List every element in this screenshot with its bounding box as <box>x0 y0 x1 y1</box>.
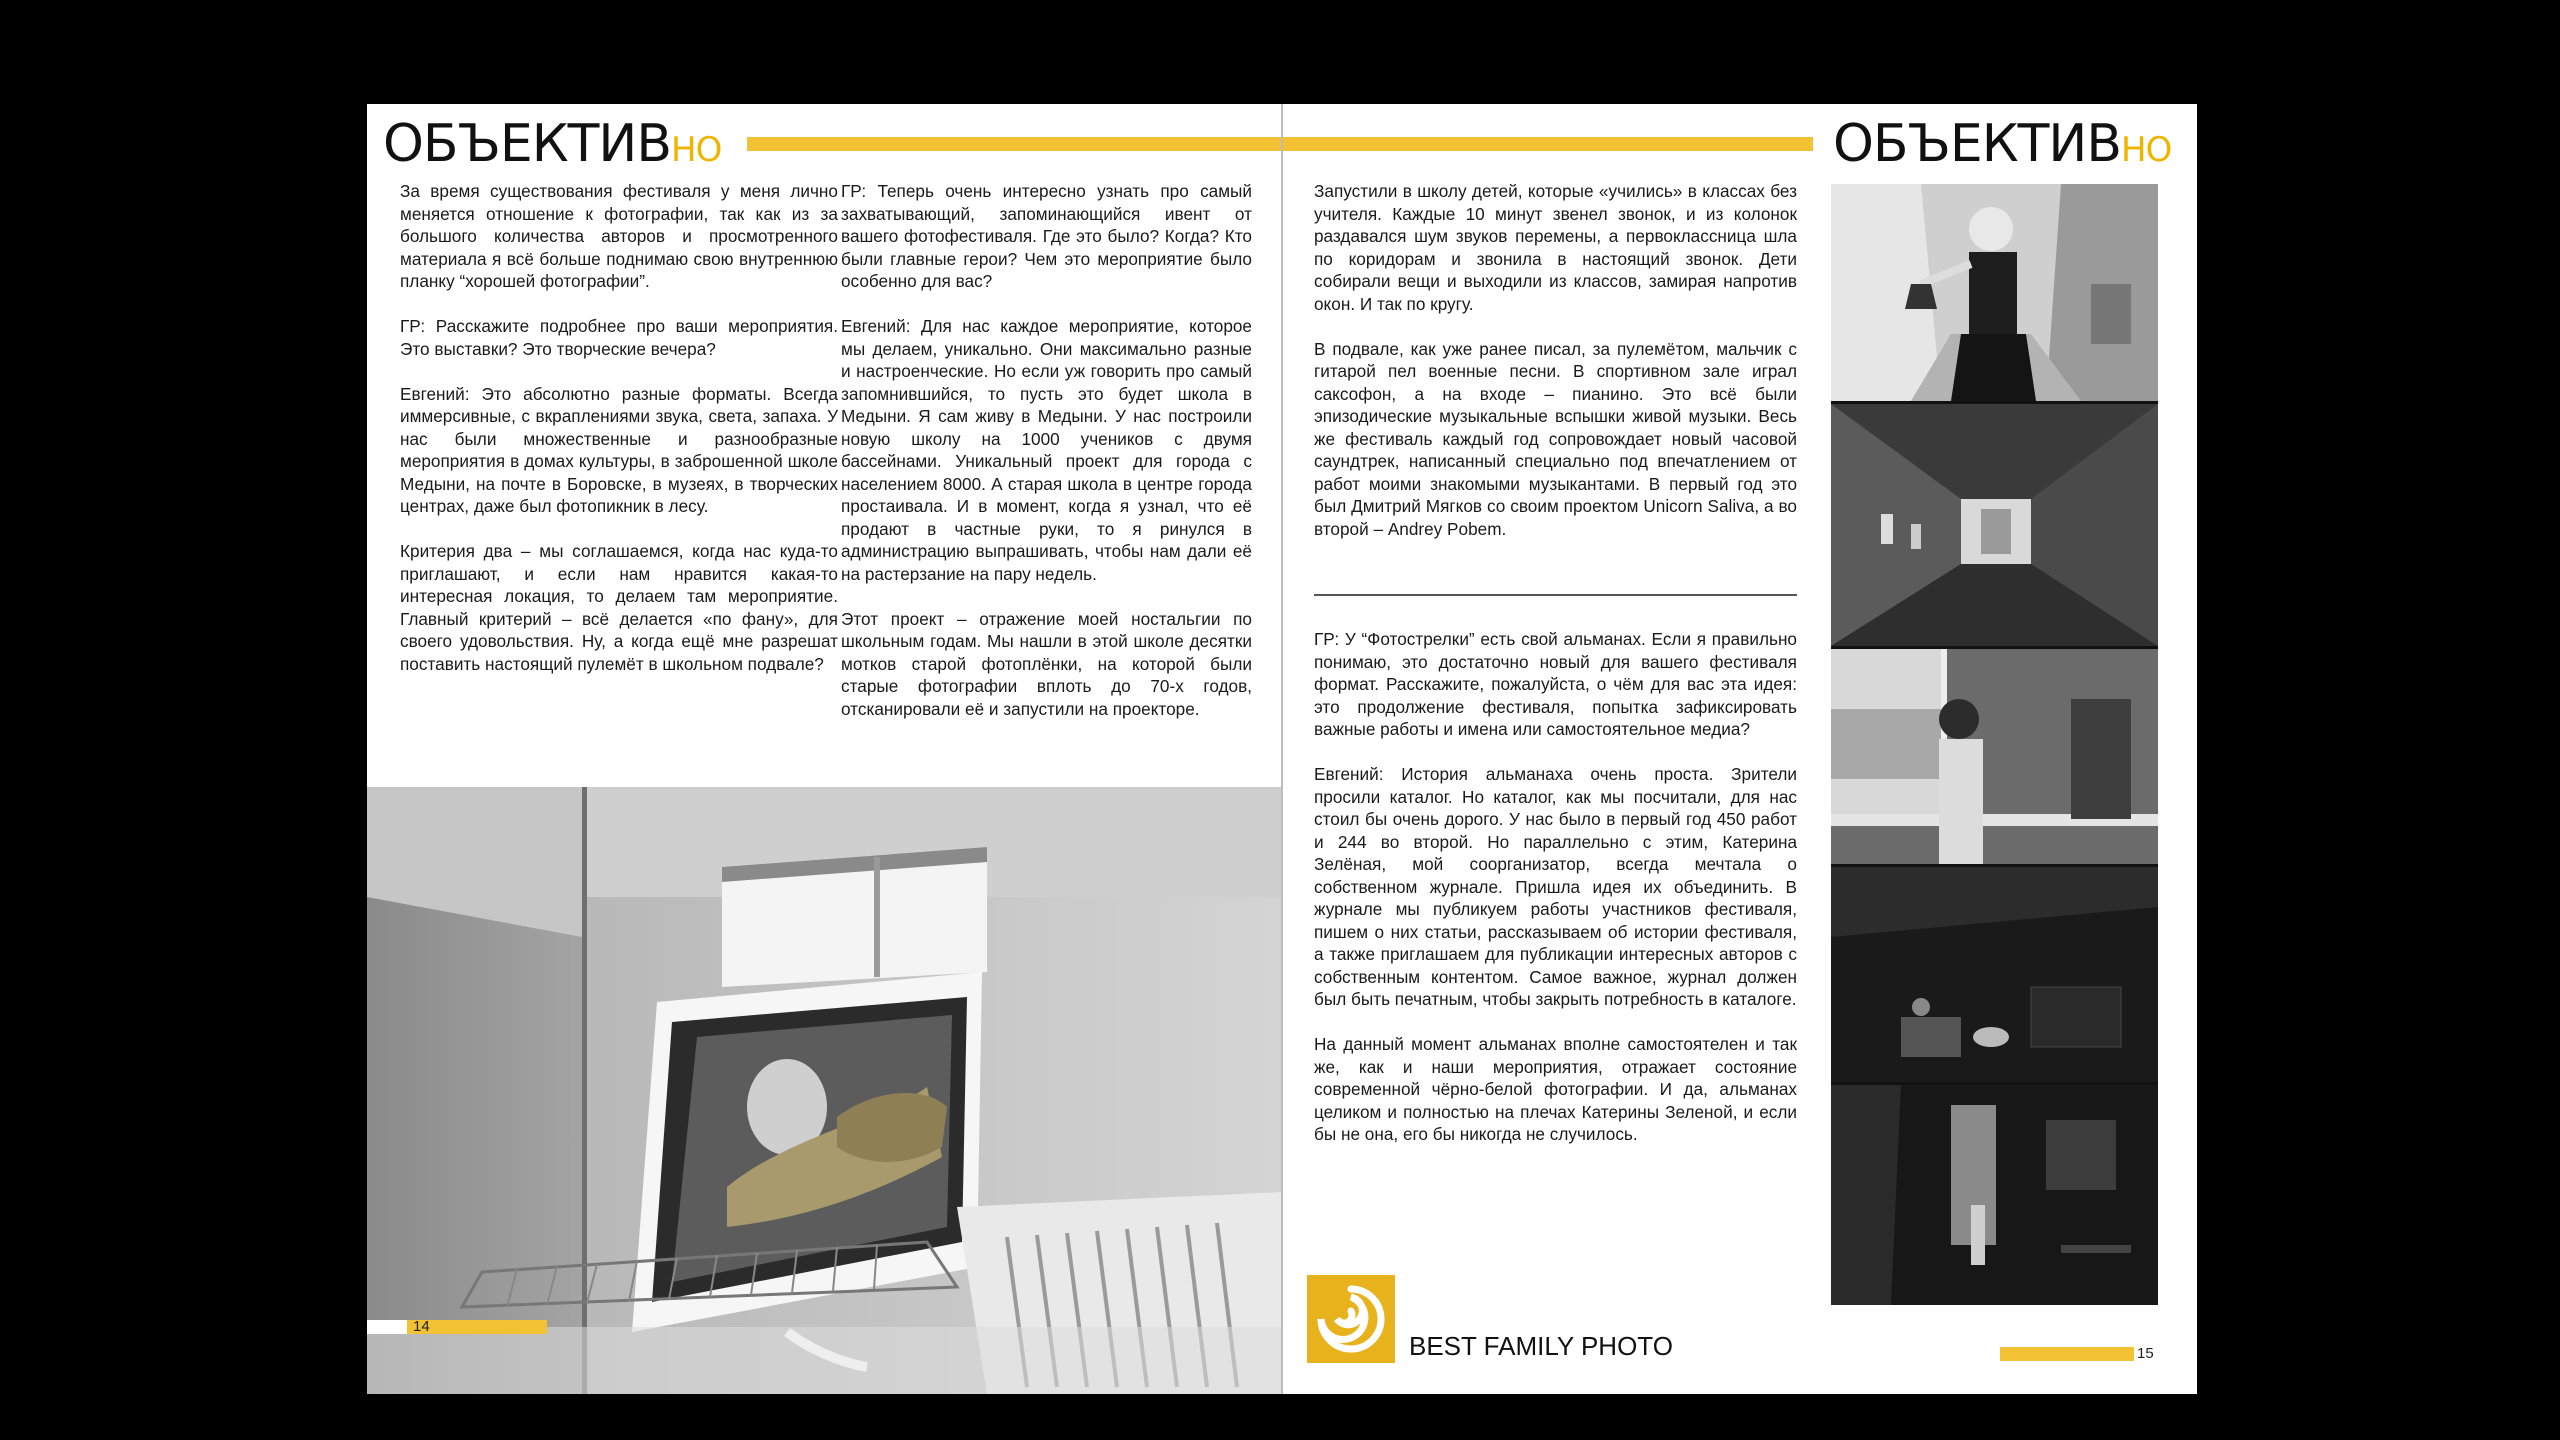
paragraph-text: Критерия два – мы соглашаемся, когда нас куда-то приглашают, и если нам нравится какая-то интересная локация, то делаем там мероприятие. Главный критерий – всё делается «по фану», для своего удовольствия. Ну, а когда ещё мне разрешат поставить настоящий пулемёт в школьном подвале? <box>400 541 838 674</box>
photo-girl-with-bell <box>1831 184 2158 401</box>
page-number-left: 14 <box>413 1318 430 1335</box>
exhibition-photo-illustration <box>367 787 1281 1394</box>
paragraph <box>1314 628 1797 741</box>
page-number-right: 15 <box>2137 1345 2154 1362</box>
paragraph-text: Теперь очень интересно узнать про самый захватывающий, запоминающийся ивент от вашего фотофестиваля. Где это было? Когда? Кто были главные герои? Чем это мероприятие было особенно для вас? <box>841 181 1252 291</box>
paragraph-text: За время существования фестиваля у меня лично меняется отношение к фотографии, так как из за большого количества авторов и просмотренного материала я всё больше поднимаю свою внутреннюю планку “хорошей фотографии”. <box>400 181 838 291</box>
speaker-label: ГР: <box>400 316 426 336</box>
article-column-1 <box>400 180 838 698</box>
speaker-label: ГР: <box>841 181 867 201</box>
speaker-label: Евгений: <box>400 383 470 404</box>
section-divider <box>1314 594 1797 596</box>
photo-guitarist <box>1831 867 2158 1082</box>
paragraph-text: Это абсолютно разные форматы. Всегда иммерсивные, с вкраплениями звука, света, запаха. У нас были множественные и разнообразные мероприятия в домах культуры, в заброшенной школе Медыни, на почте в Боровске, в музеях, в творческих центрах, даже был фотопикник в лесу. <box>400 383 838 516</box>
paragraph-text: Для нас каждое мероприятие, которое мы делаем, уникально. Они максимально разные и настроенческие. Но если уж говорить про самый запомнившийся, то пусть это будет школа в Медыни. Я сам живу в Медыни. У нас построили новую школу на 1000 учеников с двумя бассейнами. Уникальный проект для города с населением 8000. А старая школа в центре города простаивала. И в момент, когда я узнал, что её продают в частные руки, то я ринулся в администрацию выпрашивать, чтобы нам дали её на растерзание на пару недель. <box>841 316 1252 584</box>
article-column-right-bottom <box>1314 628 1797 1168</box>
logo-accent-text: НО <box>671 130 722 170</box>
photo-dark-room <box>1831 1085 2158 1305</box>
paragraph <box>400 180 838 293</box>
paragraph-text: Этот проект – отражение моей ностальгии по школьным годам. Мы нашли в этой школе десятки мотков старой фотоплёнки, на которой были старые фотографии вплоть до 70-х годов, отсканировали её и запустили на проекторе. <box>841 608 1252 719</box>
photo-boy-at-window <box>1831 649 2158 864</box>
speaker-label: Евгений: <box>841 316 911 336</box>
brand-logo-icon <box>1307 1275 1395 1363</box>
paragraph <box>400 315 838 360</box>
paragraph <box>841 180 1252 293</box>
paragraph <box>1314 1033 1797 1146</box>
page-number-bar-right <box>2000 1347 2134 1361</box>
header-accent-bar-right <box>1283 137 1813 151</box>
paragraph <box>841 608 1252 721</box>
photo-strip <box>1831 184 2158 1305</box>
exhibition-photo <box>367 787 1281 1394</box>
speaker-label: Евгений: <box>1314 764 1384 784</box>
article-column-right-top <box>1314 180 1797 563</box>
logo-main-text: ОБЪЕКТИВ <box>1833 114 2122 174</box>
paragraph <box>400 383 838 518</box>
article-column-2 <box>841 180 1252 743</box>
paragraph <box>1314 338 1797 541</box>
magazine-logo-left <box>383 114 722 174</box>
paragraph-text: Запустили в школу детей, которые «учились» в классах без учителя. Каждые 10 минут звенел звонок, и из колонок раздавался шум звуков перемены, а первоклассница шла по коридорам и звонила в настоящий звонок. Дети собирали вещи и выходили из классов, замирая напротив окон. И так по кругу. <box>1314 181 1797 314</box>
paragraph-text: На данный момент альманах вполне самостоятелен и так же, как и наши мероприятия, отражает состояние современной чёрно-белой фотографии. И да, альманах целиком и полностью на плечах Катерины Зеленой, и если бы не она, его бы никогда не случилось. <box>1314 1034 1797 1144</box>
paragraph <box>1314 763 1797 1011</box>
header-accent-bar <box>747 137 1281 151</box>
paragraph <box>400 540 838 675</box>
logo-main-text: ОБЪЕКТИВ <box>383 114 672 174</box>
speaker-label: ГР: <box>1314 629 1340 649</box>
paragraph-text: У “Фотострелки” есть свой альманах. Если я правильно понимаю, это достаточно новый для вашего фестиваля формат. Расскажите, пожалуйста, о чём для вас эта идея: это продолжение фестиваля, попытка зафиксировать важные работы и имена или самостоятельное медиа? <box>1314 629 1797 739</box>
paragraph-text: Расскажите подробнее про ваши мероприятия. Это выставки? Это творческие вечера? <box>400 316 838 359</box>
paragraph-text: В подвале, как уже ранее писал, за пулемётом, мальчик с гитарой пел военные песни. В спортивном зале играл саксофон, а на входе – пианино. Это всё были эпизодические музыкальные вспышки живой музыки. Весь же фестиваль каждый год сопровождает новый часовой саундтрек, написанный специально под впечатлением от работ моими знакомыми музыкантами. В первый год это был Дмитрий Мягков со своим проектом Unicorn Saliva, а во второй – Andrey Pobem. <box>1314 338 1797 539</box>
brand-name: BEST FAMILY PHOTO <box>1409 1331 1673 1361</box>
paragraph <box>841 315 1252 585</box>
page-number-bg <box>367 1320 407 1334</box>
paragraph <box>1314 180 1797 315</box>
left-page <box>367 104 1281 1394</box>
photo-corridor <box>1831 404 2158 646</box>
logo-accent-text: НО <box>2121 130 2172 170</box>
magazine-logo-right <box>1833 114 2172 174</box>
photo-strip-illustration <box>1831 184 2158 1305</box>
right-page <box>1283 104 2197 1394</box>
paragraph-text: История альманаха очень проста. Зрители просили каталог. Но каталог, как мы посчитали, для нас стоил бы очень дорого. У нас было в первый год 450 работ и 244 во второй. Но параллельно с этим, Катерина Зелёная, мой соорганизатор, всегда мечтала о собственном журнале. Пришла идея их объединить. В журнале мы публикуем работы участников фестиваля, пишем о них статьи, рассказываем об истории фестиваля, а также приглашаем для публикации интересных авторов с собственным контентом. Самое важное, журнал должен был быть печатным, чтобы закрыть потребность в каталоге. <box>1314 764 1797 1009</box>
